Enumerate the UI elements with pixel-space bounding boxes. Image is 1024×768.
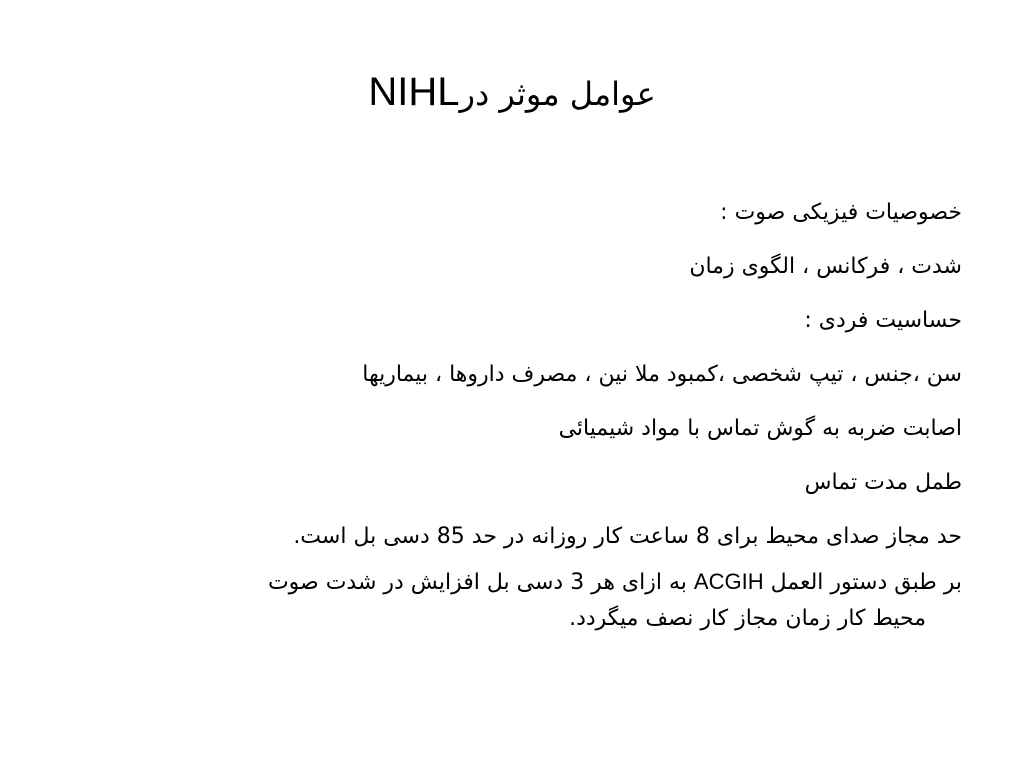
acgih-text-part3: محیط کار زمان مجاز کار نصف میگردد.	[569, 606, 926, 631]
title-acronym: NIHL	[368, 70, 460, 114]
line-age-gender: سن ،جنس ، تیپ شخصی ،کمبود ملا نین ، مصرف داروها ، بیماریها	[362, 362, 962, 387]
line-ear-trauma: اصابت ضربه به گوش تماس با مواد شیمیائی	[558, 416, 962, 441]
line-sound-properties: خصوصیات فیزیکی صوت :	[720, 200, 962, 225]
line-individual-sensitivity: حساسیت فردی :	[804, 308, 962, 333]
slide-body	[82, 190, 962, 637]
acgih-acronym: ACGIH	[693, 569, 764, 594]
line-intensity-frequency: شدت ، فرکانس ، الگوی زمان	[689, 254, 962, 279]
slide-title	[0, 62, 1024, 124]
line-exposure-duration: طمل مدت تماس	[804, 470, 962, 495]
acgih-text-part2: به ازای هر 3 دسی بل افزایش در شدت صوت	[267, 570, 687, 595]
acgih-text-part1: بر طبق دستور العمل	[770, 570, 962, 595]
title-text: عوامل موثر در	[459, 75, 656, 113]
line-permissible-limit: حد مجاز صدای محیط برای 8 ساعت کار روزانه در حد 85 دسی بل است.	[293, 524, 962, 549]
paragraph-acgih	[82, 564, 962, 637]
